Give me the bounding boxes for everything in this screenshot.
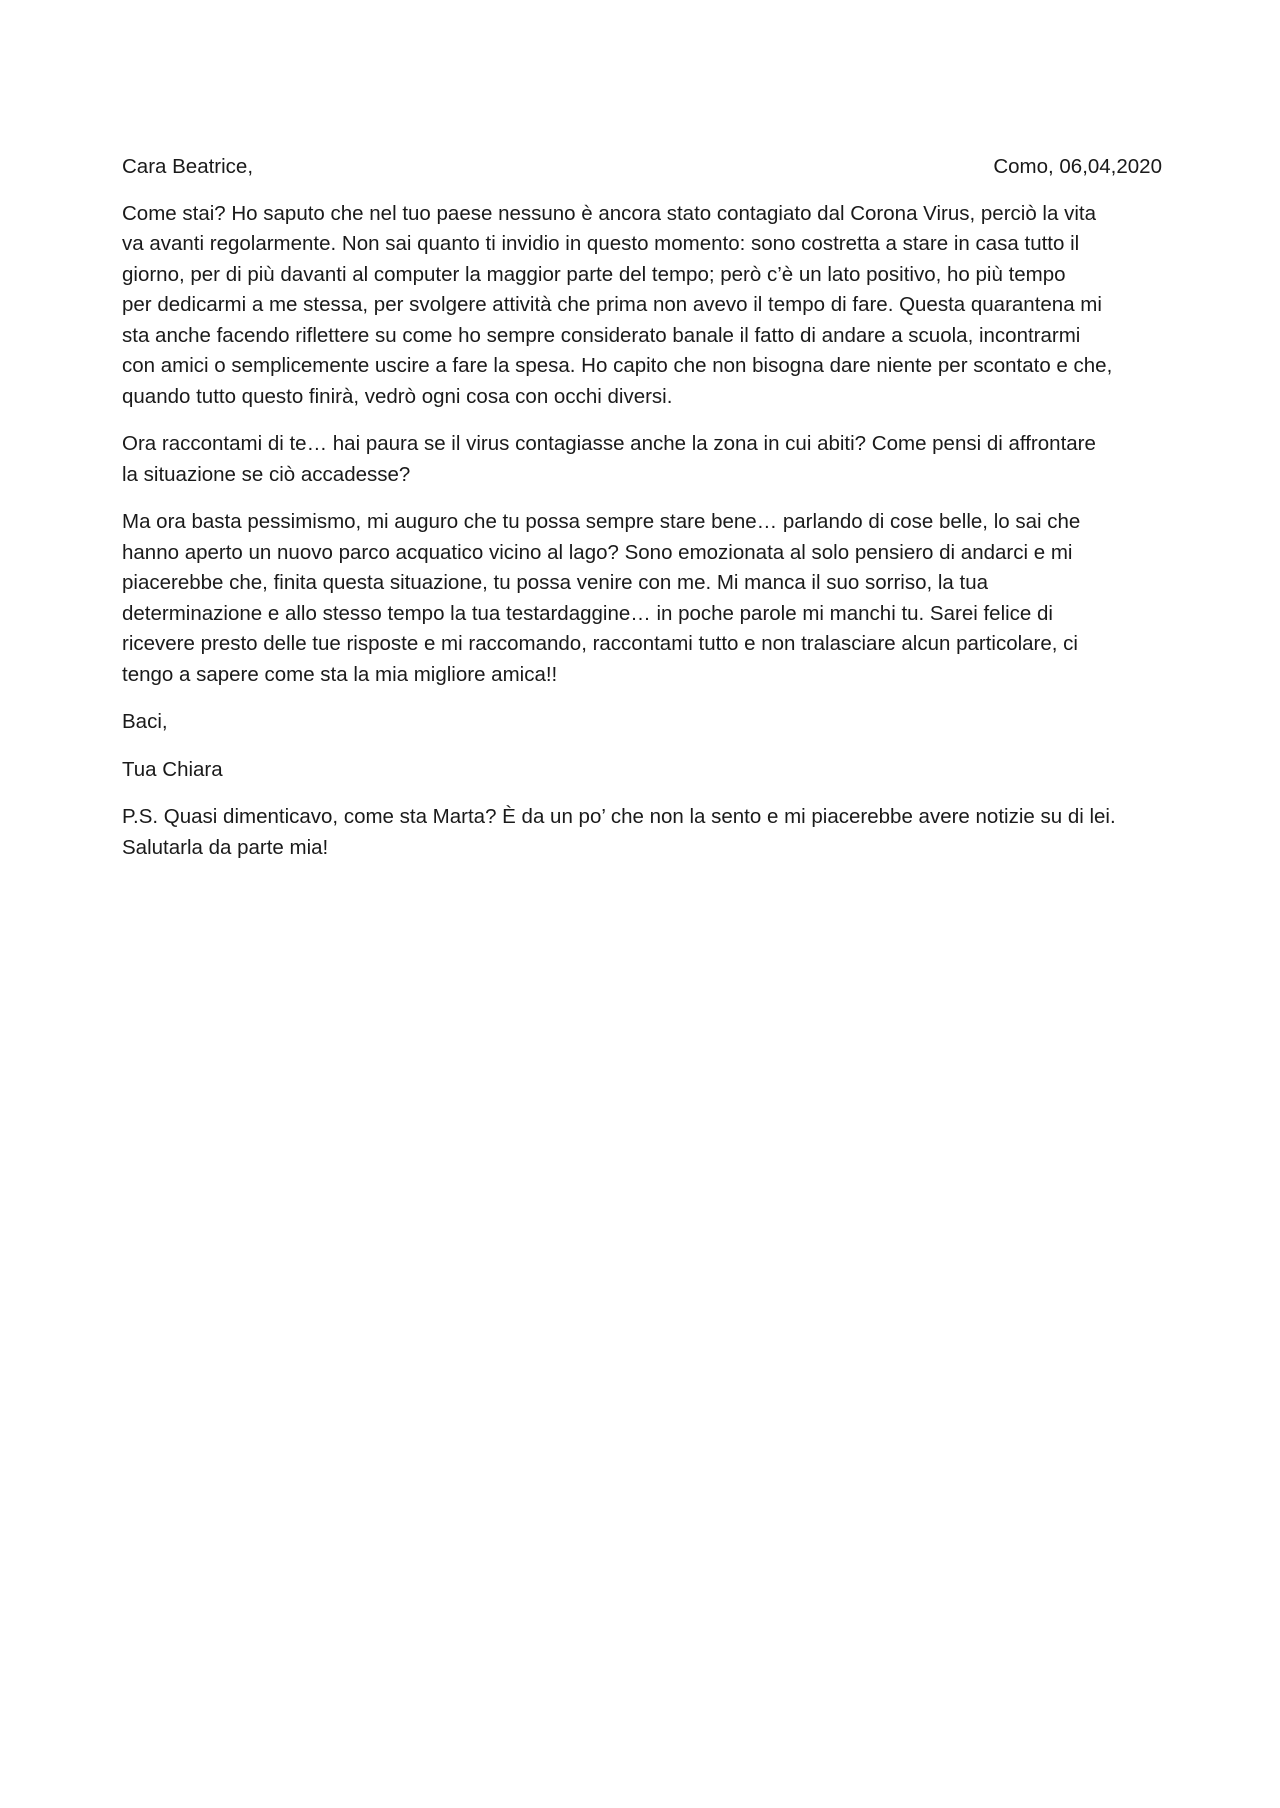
paragraph-line: la situazione se ciò accadesse? [122, 462, 411, 486]
paragraph-line: Come stai? Ho saputo che nel tuo paese nessuno è ancora stato contagiato dal Corona Virus, perciò la vita [122, 201, 1096, 225]
paragraph-line: hanno aperto un nuovo parco acquatico vicino al lago? Sono emozionata al solo pensiero di andarci e mi [122, 540, 1073, 564]
paragraph-line: quando tutto questo finirà, vedrò ogni cosa con occhi diversi. [122, 384, 673, 408]
paragraph-line: giorno, per di più davanti al computer la maggior parte del tempo; però c’è un lato positivo, ho più tempo [122, 262, 1066, 286]
paragraph-line: Ma ora basta pessimismo, mi auguro che tu possa sempre stare bene… parlando di cose belle, lo sai che [122, 510, 1081, 533]
paragraph-line: va avanti regolarmente. Non sai quanto ti invidio in questo momento: sono costretta a stare in casa tutto il [122, 232, 1080, 255]
signature: Tua Chiara [122, 757, 223, 781]
letter-body [122, 152, 1162, 880]
paragraph-2 [122, 429, 1162, 490]
paragraph-1 [122, 199, 1162, 413]
paragraph-line: piacerebbe che, finita questa situazione, tu possa venire con me. Mi manca il suo sorriso, la tua [122, 571, 989, 594]
place-date: Como, 06,04,2020 [993, 155, 1162, 178]
postscript [122, 802, 1162, 863]
paragraph-line: ricevere presto delle tue risposte e mi raccomando, raccontami tutto e non tralasciare alcun particolare, ci [122, 632, 1078, 655]
salutation: Cara Beatrice, [122, 155, 254, 178]
letter-header [122, 152, 1162, 183]
paragraph-line: determinazione e allo stesso tempo la tua testardaggine… in poche parole mi manchi tu. Sarei felice di [122, 601, 1053, 625]
paragraph-3 [122, 507, 1162, 690]
paragraph-line: sta anche facendo riflettere su come ho sempre considerato banale il fatto di andare a scuola, incontrarmi [122, 323, 1081, 347]
paragraph-line: Ora raccontami di te… hai paura se il virus contagiasse anche la zona in cui abiti? Come pensi di affrontare [122, 432, 1096, 455]
postscript-line: Salutarla da parte mia! [122, 835, 329, 859]
paragraph-line: tengo a sapere come sta la mia migliore amica!! [122, 662, 558, 686]
closing: Baci, [122, 710, 168, 733]
paragraph-line: per dedicarmi a me stessa, per svolgere attività che prima non avevo il tempo di fare. Questa quarantena mi [122, 293, 1102, 316]
paragraph-line: con amici o semplicemente uscire a fare la spesa. Ho capito che non bisogna dare niente per scontato e che, [122, 354, 1113, 377]
postscript-line: P.S. Quasi dimenticavo, come sta Marta? È da un po’ che non la sento e mi piacerebbe avere notizie su di lei. [122, 805, 1116, 828]
